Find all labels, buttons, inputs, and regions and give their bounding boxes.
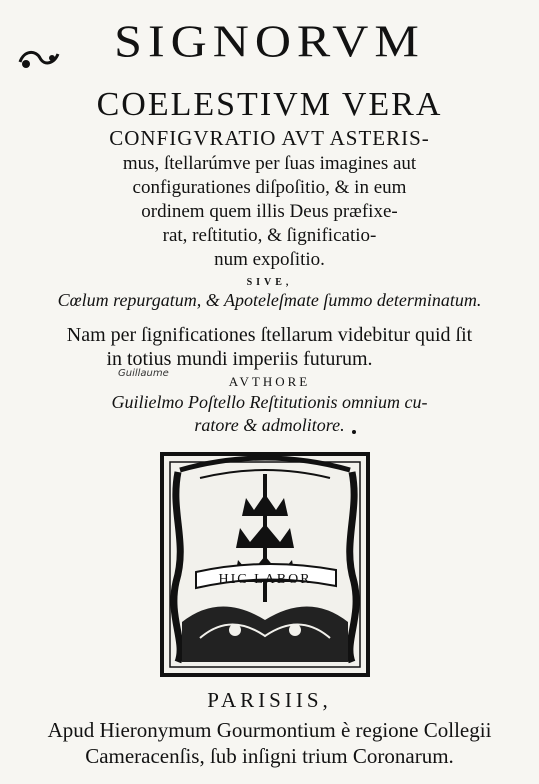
title-line-6: ordinem quem illis Deus præfixe- bbox=[141, 201, 398, 222]
author-line-2: ratore & admolitore. bbox=[194, 415, 345, 435]
title-line-4: mus, ſtellarúmve per ſuas imagines aut bbox=[122, 153, 417, 174]
title-line-5: configurationes diſpoſitio, & in eum bbox=[132, 177, 407, 198]
printer-mark-woodcut bbox=[160, 452, 370, 677]
title-line-1: SIGNORVM bbox=[114, 15, 425, 67]
nam-line-2: in totius mundi imperiis futurum. bbox=[106, 348, 373, 370]
author-label: AVTHORE bbox=[228, 374, 311, 389]
imprint-line-2: Cameracenſis, ſub inſigni trium Coronarum. bbox=[85, 744, 454, 768]
title-line-8: num expoſitio. bbox=[214, 249, 325, 270]
sive-label: SIVE, bbox=[246, 277, 293, 288]
subtitle: Cœlum repurgatum, & Apoteleſmate ſummo determinatum. bbox=[57, 290, 482, 310]
title-line-3: CONFIGVRATIO AVT ASTERIS- bbox=[109, 126, 430, 150]
imprint-line-1: Apud Hieronymum Gourmontium è regione Collegii bbox=[47, 718, 492, 742]
handwritten-annotation: Guillaume bbox=[118, 368, 169, 379]
ink-dot bbox=[352, 430, 356, 434]
author-line-1: Guilielmo Poſtello Reſtitutionis omnium cu- bbox=[111, 392, 428, 412]
banner-motto: HIC LABOR bbox=[218, 572, 312, 587]
title-line-2: COELESTIVM VERA bbox=[96, 86, 443, 123]
imprint-city: PARISIIS, bbox=[207, 688, 332, 712]
title-line-7: rat, reſtitutio, & ſignificatio- bbox=[162, 225, 377, 246]
nam-line-1: Nam per ſignificationes ſtellarum videbitur quid ſit bbox=[66, 324, 473, 346]
